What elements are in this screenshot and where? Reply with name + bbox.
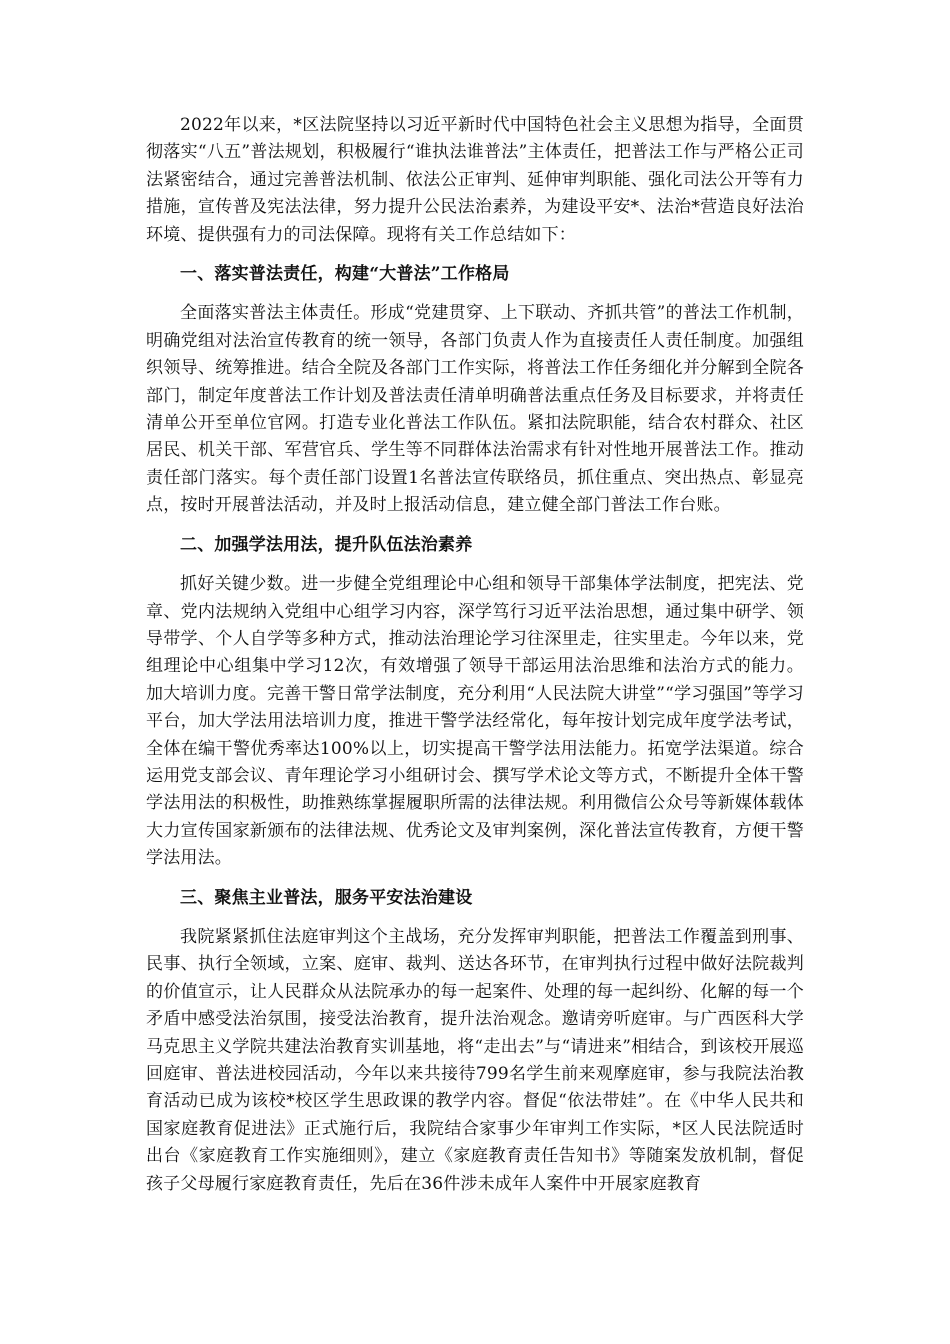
section-heading-1: 一、落实普法责任，构建“大普法”工作格局 — [180, 264, 510, 285]
intro-paragraph: 2022年以来，*区法院坚持以习近平新时代中国特色社会主义思想为指导，全面贯彻落实“八五”普法规划，积极履行“谁执法谁普法”主体责任，把普法工作与严格公正司法紧密结合，通过完善普法机制、依法公正审判、延伸审判职能、强化司法公开等有力措施，宣传普及宪法法律，努力提升公民法治素养，为建设平安*、法治*营造良好法治环境、提供强有力的司法保障。现将有关工作总结如下： — [146, 115, 804, 245]
section-heading-2: 二、加强学法用法，提升队伍法治素养 — [180, 534, 473, 555]
section-heading-3: 三、聚焦主业普法，服务平安法治建设 — [180, 887, 473, 908]
section-body-2: 抓好关键少数。进一步健全党组理论中心组和领导干部集体学法制度，把宪法、党章、党内法规纳入党组中心组学习内容，深学笃行习近平法治思想，通过集中研学、领导带学、个人自学等多种方式，推动法治理论学习往深里走，往实里走。今年以来，党组理论中心组集中学习12次，有效增强了领导干部运用法治思维和法治方式的能力。加大培训力度。完善干警日常学法制度，充分利用“人民法院大讲堂”“学习强国”等学习平台，加大学法用法培训力度，推进干警学法经常化，每年按计划完成年度学法考试，全体在编干警优秀率达100%以上，切实提高干警学法用法能力。拓宽学法渠道。综合运用党支部会议、青年理论学习小组研讨会、撰写学术论文等方式，不断提升全体干警学法用法的积极性，助推熟练掌握履职所需的法律法规。利用微信公众号等新媒体载体大力宣传国家新颁布的法律法规、优秀论文及审判案例，深化普法宣传教育，方便干警学法用法。 — [146, 574, 804, 869]
section-body-3: 我院紧紧抓住法庭审判这个主战场，充分发挥审判职能，把普法工作覆盖到刑事、民事、执行全领域，立案、庭审、裁判、送达各环节，在审判执行过程中做好法院裁判的价值宣示，让人民群众从法院承办的每一起案件、处理的每一起纠纷、化解的每一个矛盾中感受法治氛围，接受法治教育，提升法治观念。邀请旁听庭审。与广西医科大学马克思主义学院共建法治教育实训基地，将“走出去”与“请进来”相结合，到该校开展巡回庭审、普法进校园活动，今年以来共接待799名学生前来观摩庭审，参与我院法治教育活动已成为该校*校区学生思政课的教学内容。督促“依法带娃”。在《中华人民共和国家庭教育促进法》正式施行后，我院结合家事少年审判工作实际，*区人民法院适时出台《家庭教育工作实施细则》，建立《家庭教育责任告知书》等随案发放机制，督促孩子父母履行家庭教育责任，先后在36件涉未成年人案件中开展家庭教育 — [146, 926, 804, 1194]
section-body-1: 全面落实普法主体责任。形成“党建贯穿、上下联动、齐抓共管”的普法工作机制，明确党组对法治宣传教育的统一领导，各部门负责人作为直接责任人责任制度。加强组织领导、统筹推进。结合全院及各部门工作实际，将普法工作任务细化并分解到全院各部门，制定年度普法工作计划及普法责任清单明确普法重点任务及目标要求，并将责任清单公开至单位官网。打造专业化普法工作队伍。紧扣法院职能，结合农村群众、社区居民、机关干部、军营官兵、学生等不同群体法治需求有针对性地开展普法工作。推动责任部门落实。每个责任部门设置1名普法宣传联络员，抓住重点、突出热点、彰显亮点，按时开展普法活动，并及时上报活动信息，建立健全部门普法工作台账。 — [146, 303, 804, 516]
